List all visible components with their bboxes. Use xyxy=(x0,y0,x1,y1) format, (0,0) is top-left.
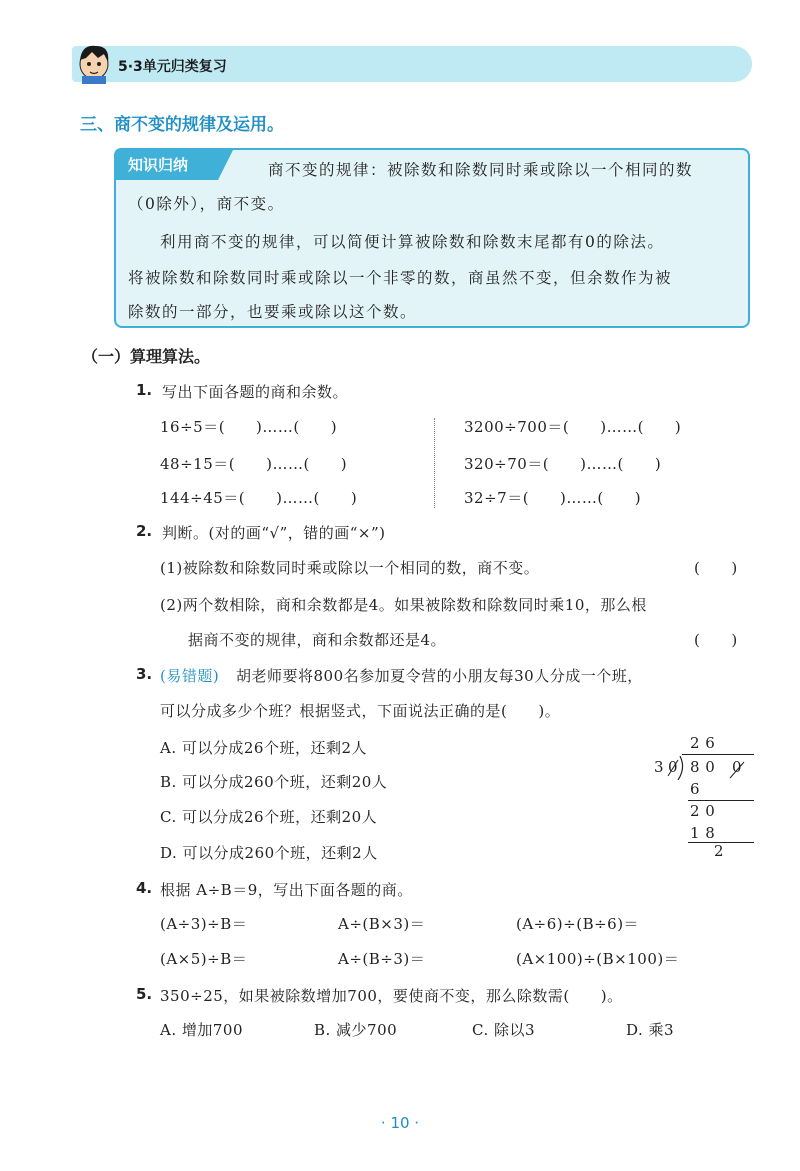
header-title: 5·3单元归类复习 xyxy=(118,59,227,75)
division-step-3: 1 8 xyxy=(690,824,716,842)
division-bracket xyxy=(666,756,686,780)
q4-number: 4. xyxy=(136,879,153,897)
division-line-1 xyxy=(688,800,754,801)
q1-text: 写出下面各题的商和余数。 xyxy=(162,383,349,401)
division-step-2: 2 0 xyxy=(690,802,716,820)
q3-line-2: 可以分成多少个班？根据竖式，下面说法正确的是( )。 xyxy=(160,702,561,720)
q4-text: 根据 A÷B＝9，写出下面各题的商。 xyxy=(160,881,413,899)
division-divisor: 3 xyxy=(654,758,665,776)
q5-option-c[interactable]: C. 除以3 xyxy=(472,1021,536,1039)
q3-line-1: 胡老师要将800名参加夏令营的小朋友每30人分成一个班， xyxy=(236,667,643,685)
q5-option-a[interactable]: A. 增加700 xyxy=(160,1021,243,1039)
division-top-line xyxy=(682,754,754,755)
q2-text: 判断。(对的画“√”，错的画“×”) xyxy=(162,524,386,542)
knowledge-tag: 知识归纳 xyxy=(128,156,189,174)
q2-number: 2. xyxy=(136,522,153,540)
q1-divider xyxy=(434,418,435,508)
q1-right-2: 320÷70＝( )……( ) xyxy=(464,455,662,473)
q4-row1-2: A÷(B×3)＝ xyxy=(338,915,426,933)
q5-text: 350÷25，如果被除数增加700，要使商不变，那么除数需( )。 xyxy=(160,987,623,1005)
division-dividend: 8 0 xyxy=(690,758,716,776)
mascot-icon xyxy=(74,40,114,84)
q2-item-2-line-2: 据商不变的规律，商和余数都还是4。 xyxy=(188,631,447,649)
q1-number: 1. xyxy=(136,381,153,399)
q3-option-b[interactable]: B. 可以分成260个班，还剩20人 xyxy=(160,773,388,791)
knowledge-line-5: 除数的一部分，也要乘或除以这个数。 xyxy=(128,303,418,321)
q2-item-1: (1)被除数和除数同时乘或除以一个相同的数，商不变。 xyxy=(160,559,540,577)
section-title: 三、商不变的规律及运用。 xyxy=(80,115,284,135)
q2-item-2-blank[interactable]: ( ) xyxy=(694,631,738,649)
q4-row2-1: (A×5)÷B＝ xyxy=(160,950,248,968)
q1-right-3: 32÷7＝( )……( ) xyxy=(464,489,642,507)
q2-item-1-blank[interactable]: ( ) xyxy=(694,559,738,577)
q5-option-b[interactable]: B. 减少700 xyxy=(314,1021,398,1039)
long-division xyxy=(650,730,760,860)
q3-option-c[interactable]: C. 可以分成26个班，还剩20人 xyxy=(160,808,378,826)
division-remainder: 2 xyxy=(714,842,725,860)
knowledge-line-1: 商不变的规律：被除数和除数同时乘或除以一个相同的数 xyxy=(268,161,694,179)
q5-option-d[interactable]: D. 乘3 xyxy=(626,1021,675,1039)
q5-number: 5. xyxy=(136,985,153,1003)
q1-left-3: 144÷45＝( )……( ) xyxy=(160,489,358,507)
q4-row1-3: (A÷6)÷(B÷6)＝ xyxy=(516,915,640,933)
q3-option-d[interactable]: D. 可以分成260个班，还剩2人 xyxy=(160,844,378,862)
q1-left-2: 48÷15＝( )……( ) xyxy=(160,455,348,473)
division-divisor-zero: 0 xyxy=(668,758,679,776)
q1-right-1: 3200÷700＝( )……( ) xyxy=(464,418,682,436)
q2-item-2-line-1: (2)两个数相除，商和余数都是4。如果被除数和除数同时乘10，那么根 xyxy=(160,596,647,614)
q3-tag: (易错题) xyxy=(160,667,220,685)
q4-row2-3: (A×100)÷(B×100)＝ xyxy=(516,950,680,968)
division-dividend-zero: 0 xyxy=(732,758,743,776)
q3-number: 3. xyxy=(136,665,153,683)
part-title: （一）算理算法。 xyxy=(82,347,211,366)
knowledge-line-3: 利用商不变的规律，可以简便计算被除数和除数末尾都有0的除法。 xyxy=(160,233,665,251)
knowledge-line-2: （0除外），商不变。 xyxy=(128,195,285,213)
division-strike xyxy=(728,760,746,780)
knowledge-line-4: 将被除数和除数同时乘或除以一个非零的数，商虽然不变，但余数作为被 xyxy=(128,269,673,287)
q3-option-a[interactable]: A. 可以分成26个班，还剩2人 xyxy=(160,739,368,757)
q4-row2-2: A÷(B÷3)＝ xyxy=(338,950,426,968)
page-number: · 10 · xyxy=(380,1114,420,1132)
q4-row1-1: (A÷3)÷B＝ xyxy=(160,915,248,933)
q1-left-1: 16÷5＝( )……( ) xyxy=(160,418,338,436)
division-step-1: 6 xyxy=(690,780,701,798)
division-quotient: 2 6 xyxy=(690,734,716,752)
